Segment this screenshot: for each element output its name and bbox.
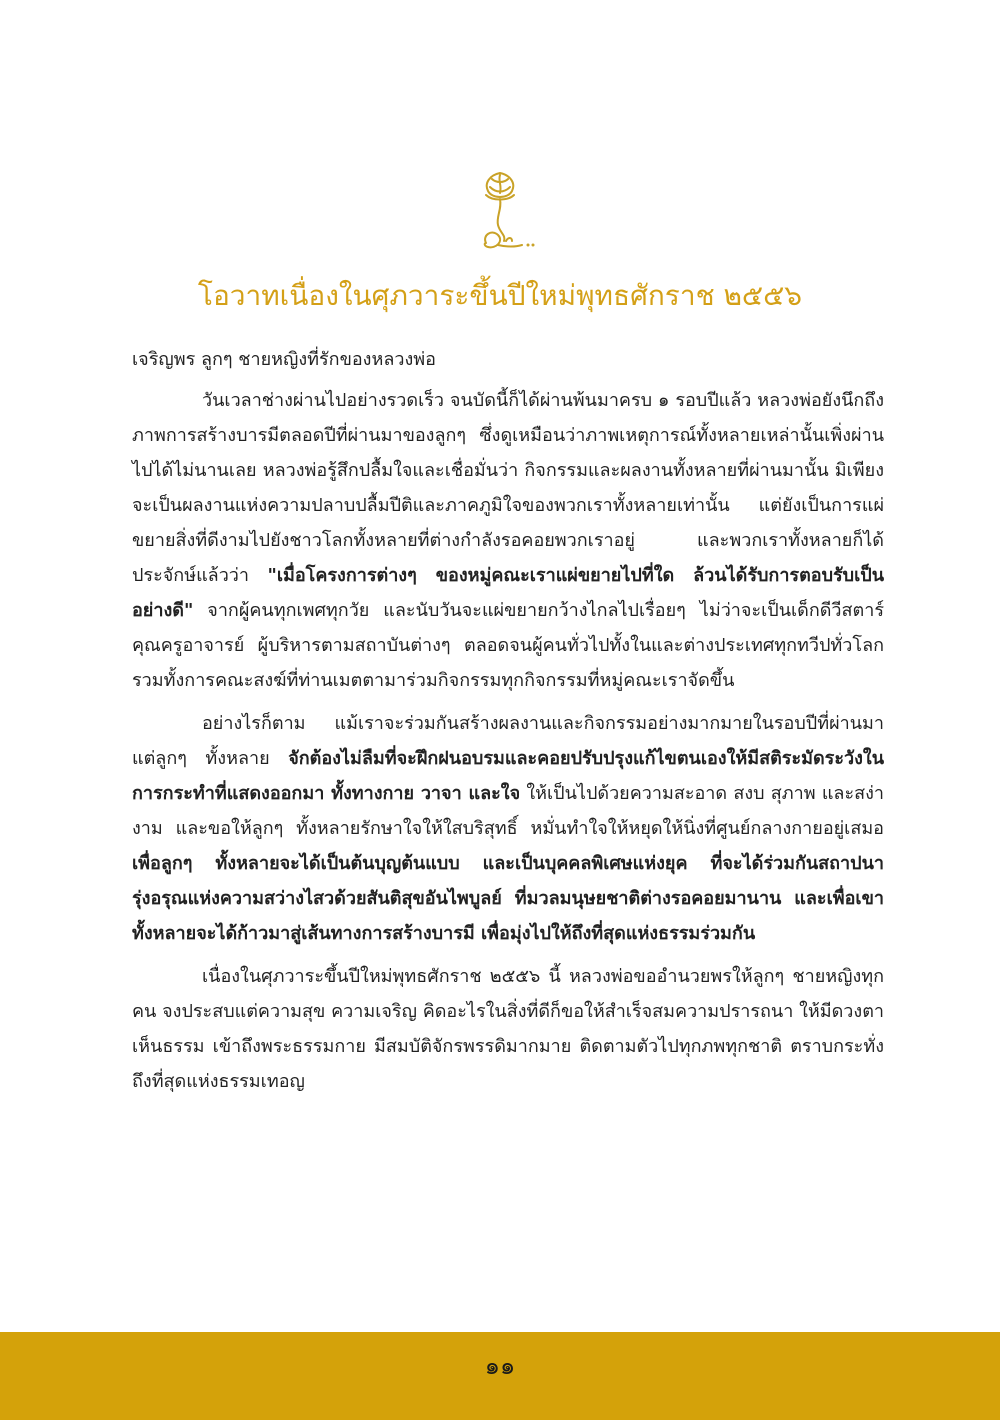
paragraph-1: [132, 383, 884, 698]
text-run: จากผู้คนทุกเพศทุกวัย และนับวันจะแผ่ขยายกว้างไกลไปเรื่อยๆ ไม่ว่าจะเป็นเด็กดีวีสตาร์ คุณครูอาจารย์ ผู้บริหารตามสถาบันต่างๆ ตลอดจนผู้คนทั่วไปทั้งในและต่างประเทศทุกทวีปทั่วโลก รวมทั้งการคณะสงฆ์ที่ท่านเมตตามาร่วมกิจกรรมทุกกิจกรรมที่หมู่คณะเราจัดขึ้น: [132, 600, 884, 691]
text-run: ให้เป็นไปด้วยความสะอาด สงบ สุภาพ และสง่างาม และขอให้ลูกๆ ทั้งหลายรักษาใจให้ใสบริสุทธิ์ หมั่นทำใจให้หยุดให้นิ่งที่ศูนย์กลางกายอยู่เสมอ: [132, 783, 885, 839]
footer-bar: [0, 1332, 1000, 1420]
letter-body: [132, 342, 884, 1107]
emphasis-text: "เมื่อโครงการต่างๆ ของหมู่คณะเราแผ่ขยายไปที่ใด ล้วนได้รับการตอบรับเป็นอย่างดี": [132, 565, 884, 621]
emphasis-text: เพื่อลูกๆ ทั้งหลายจะได้เป็นต้นบุญต้นแบบ และเป็นบุคคลพิเศษแห่งยุค ที่จะได้ร่วมกันสถาปนารุ่งอรุณแห่งความสว่างไสวด้วยสันติสุขอันไพบูลย์ ที่มวลมนุษยชาติต่างรอคอยมานาน และเพื่อเขาทั้งหลายจะได้ก้าวมาสู่เส้นทางการสร้างบารมี เพื่อมุ่งไปให้ถึงที่สุดแห่งธรรมร่วมกัน: [132, 853, 884, 944]
text-run: อย่างไรก็ตาม แม้เราจะร่วมกันสร้างผลงานและกิจกรรมอย่างมากมายในรอบปีที่ผ่านมา แต่ลูกๆ ทั้งหลาย: [132, 713, 884, 769]
emphasis-text: จักต้องไม่ลืมที่จะฝึกฝนอบรมและคอยปรับปรุงแก้ไขตนเองให้มีสติระมัดระวังในการกระทำที่แสดงออกมา ทั้งทางกาย วาจา และใจ: [132, 748, 884, 804]
golden-lotus-emblem-icon: [460, 165, 540, 260]
text-run: เนื่องในศุภวาระขึ้นปีใหม่พุทธศักราช ๒๕๕๖ นี้ หลวงพ่อขออำนวยพรให้ลูกๆ ชายหญิงทุกคน จงประสบแต่ความสุข ความเจริญ คิดอะไรในสิ่งที่ดีก็ขอให้สำเร็จสมความปรารถนา ให้มีดวงตาเห็นธรรม เข้าถึงพระธรรมกาย มีสมบัติจักรพรรดิมากมาย ติดตามตัวไปทุกภพทุกชาติ ตราบกระทั่งถึงที่สุดแห่งธรรมเทอญ: [132, 966, 884, 1092]
text-run: วันเวลาช่างผ่านไปอย่างรวดเร็ว จนบัดนี้ก็ได้ผ่านพ้นมาครบ ๑ รอบปีแล้ว หลวงพ่อยังนึกถึงภาพการสร้างบารมีตลอดปีที่ผ่านมาของลูกๆ ซึ่งดูเหมือนว่าภาพเหตุการณ์ทั้งหลายเหล่านั้นเพิ่งผ่านไปได้ไม่นานเลย หลวงพ่อรู้สึกปลื้มใจและเชื่อมั่นว่า กิจกรรมและผลงานทั้งหลายที่ผ่านมานั้น มิเพียงจะเป็นผลงานแห่งความปลาบปลื้มปีติและภาคภูมิใจของพวกเราทั้งหลายเท่านั้น แต่ยังเป็นการแผ่ขยายสิ่งที่ดีงามไปยังชาวโลกทั้งหลายที่ต่างกำลังรอคอยพวกเราอยู่ และพวกเราทั้งหลายก็ได้ประจักษ์แล้วว่า: [132, 390, 884, 586]
page-title: โอวาทเนื่องในศุภวาระขึ้นปีใหม่พุทธศักราช ๒๕๕๖: [197, 279, 803, 312]
paragraph-2: [132, 706, 884, 951]
paragraph-3: [132, 959, 884, 1099]
greeting: เจริญพร ลูกๆ ชายหญิงที่รักของหลวงพ่อ: [132, 349, 436, 370]
page-number: ๑๑: [484, 1352, 516, 1380]
